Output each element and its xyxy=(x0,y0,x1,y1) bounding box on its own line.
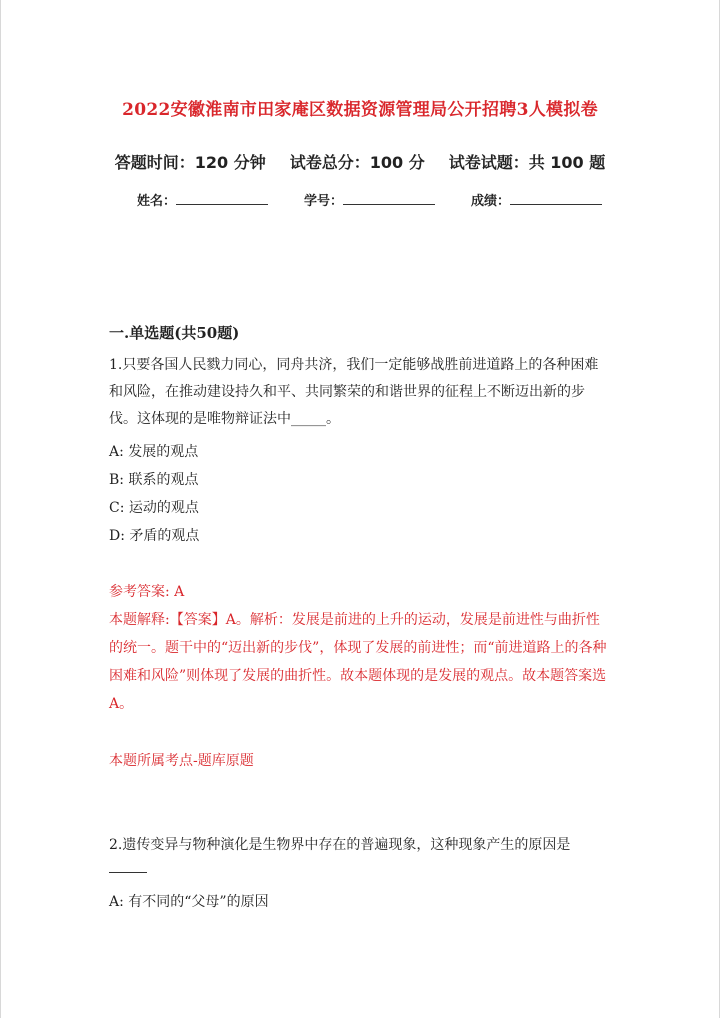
exam-title: 2022安徽淮南市田家庵区数据资源管理局公开招聘3人模拟卷 xyxy=(122,100,598,120)
student-id-blank xyxy=(343,192,435,205)
section-heading: 一.单选题(共50题) xyxy=(109,324,240,342)
question-1-option-c: C: 运动的观点 xyxy=(109,500,199,516)
question-1-option-b: B: 联系的观点 xyxy=(109,472,199,488)
question-1-answer: 参考答案: A xyxy=(109,584,185,600)
question-1-option-a: A: 发展的观点 xyxy=(109,444,199,460)
question-2-option-a: A: 有不同的“父母”的原因 xyxy=(109,894,269,910)
student-id-label: 学号： xyxy=(304,194,344,209)
exam-total-score: 试卷总分：100 分 xyxy=(289,153,425,172)
name-blank xyxy=(176,192,268,205)
question-2-answer-blank xyxy=(109,872,147,873)
exam-time: 答题时间：120 分钟 xyxy=(114,153,266,172)
question-1-stem: 1.只要各国人民戮力同心，同舟共济，我们一定能够战胜前进道路上的各种困难和风险，在推动建设持久和平、共同繁荣的和谐世界的征程上不断迈出新的步伐。这体现的是唯物辩证法中_____。 xyxy=(109,357,599,427)
candidate-fields xyxy=(137,190,602,209)
score-blank xyxy=(510,192,602,205)
exam-question-count: 试卷试题：共 100 题 xyxy=(448,153,606,172)
student-id-field xyxy=(304,190,435,209)
name-label: 姓名： xyxy=(137,194,177,209)
question-2-stem: 2.遗传变异与物种演化是生物界中存在的普遍现象，这种现象产生的原因是 xyxy=(109,837,571,853)
question-1-option-d: D: 矛盾的观点 xyxy=(109,528,200,544)
question-1-knowledge-point: 本题所属考点-题库原题 xyxy=(109,753,254,769)
question-1-explanation: 本题解释:【答案】A。解析：发展是前进的上升的运动，发展是前进性与曲折性的统一。题干中的“迈出新的步伐”，体现了发展的前进性；而“前进道路上的各种困难和风险”则体现了发展的曲折性。故本题体现的是发展的观点。故本题答案选 A。 xyxy=(109,612,607,712)
exam-meta xyxy=(1,150,719,173)
score-label: 成绩： xyxy=(471,194,511,209)
score-field xyxy=(471,190,602,209)
name-field xyxy=(137,190,268,209)
